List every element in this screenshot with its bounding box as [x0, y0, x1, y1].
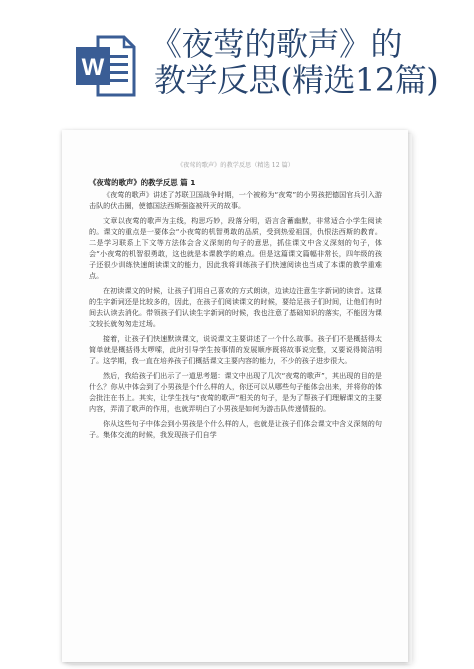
- paragraph: 接着，让孩子们快速默读课文，说说课文主要讲述了一个什么故事。孩子们不是概括得太简单就是概括得太啰嗦，此时引导学生按事情的发展顺序既将故事说完整，又要说得简洁明了。这学期，我一直在培养孩子们概括课文主要内容的能力，不少的孩子进步很大。: [89, 333, 382, 366]
- running-head: 《夜莺的歌声》的教学反思（精选 12 篇）: [177, 162, 294, 169]
- svg-text:W: W: [81, 54, 105, 81]
- document-preview: [62, 130, 414, 665]
- page-header: [0, 0, 474, 120]
- document-page: [62, 130, 408, 662]
- paragraph: 文章以夜莺的歌声为主线，构思巧妙，段落分明，语言含蓄幽默，非常适合小学生阅读的。课文的重点是一要体会“小夜莺的机智勇敢的品质，受到热爱祖国，仇恨法西斯的教育。二是学习联系上下文等方法体会含义深刻的句子的意思，抓住课文中含义深刻的句子，体会“小夜莺的机智很勇敢，这也就是本课教学的难点。但是这篇课文篇幅非常长，四年级的孩子还很少训练快速朗读课文的能力，因此我将训练孩子们快速阅读也当成了本课的教学重难点。: [89, 215, 382, 281]
- title-line-1: 《夜莺的歌声》的: [150, 25, 403, 63]
- paragraph: 在初读课文的时候，让孩子们用自己喜欢的方式朗读，边读边注意生字新词的读音。这课的生字新词还是比较多的，因此，在孩子们阅读课文的时候，要给足孩子们时间，让他们有时间去认读去消化。带领孩子们认读生字新词的时候，我也注意了基础知识的落实，不能因为课文较长就匆匆走过场。: [89, 285, 382, 329]
- document-title: [150, 26, 460, 98]
- paragraph: 你从这些句子中体会到小男孩是个什么样的人，也就是让孩子们体会课文中含义深刻的句子。集体交流的时候，我发现孩子们自学: [89, 418, 382, 439]
- title-line-2: 教学反思(精选12篇): [154, 61, 439, 99]
- paragraph: 然后，我给孩子们出示了一道思考题：课文中出现了几次“夜莺的歌声”，其出现的目的是什么？你从中体会到了小男孩是个什么样的人，你还可以从哪些句子能体会出来，并将你的体会批注在书上。其实，让学生找与“夜莺的歌声”相关的句子，是为了帮孩子们理解课文的主要内容，弄清了歌声的作用，也就弄明白了小男孩是如何为游击队传递情报的。: [89, 370, 382, 414]
- paragraph: 《夜莺的歌声》讲述了苏联卫国战争时期，一个被称为“夜莺”的小男孩把德国官兵引入游击队的伏击圈，使德国法西斯强盗被歼灭的故事。: [89, 190, 382, 211]
- section-heading: 《夜莺的歌声》的教学反思 篇 1: [89, 178, 196, 187]
- word-document-icon: [74, 33, 136, 99]
